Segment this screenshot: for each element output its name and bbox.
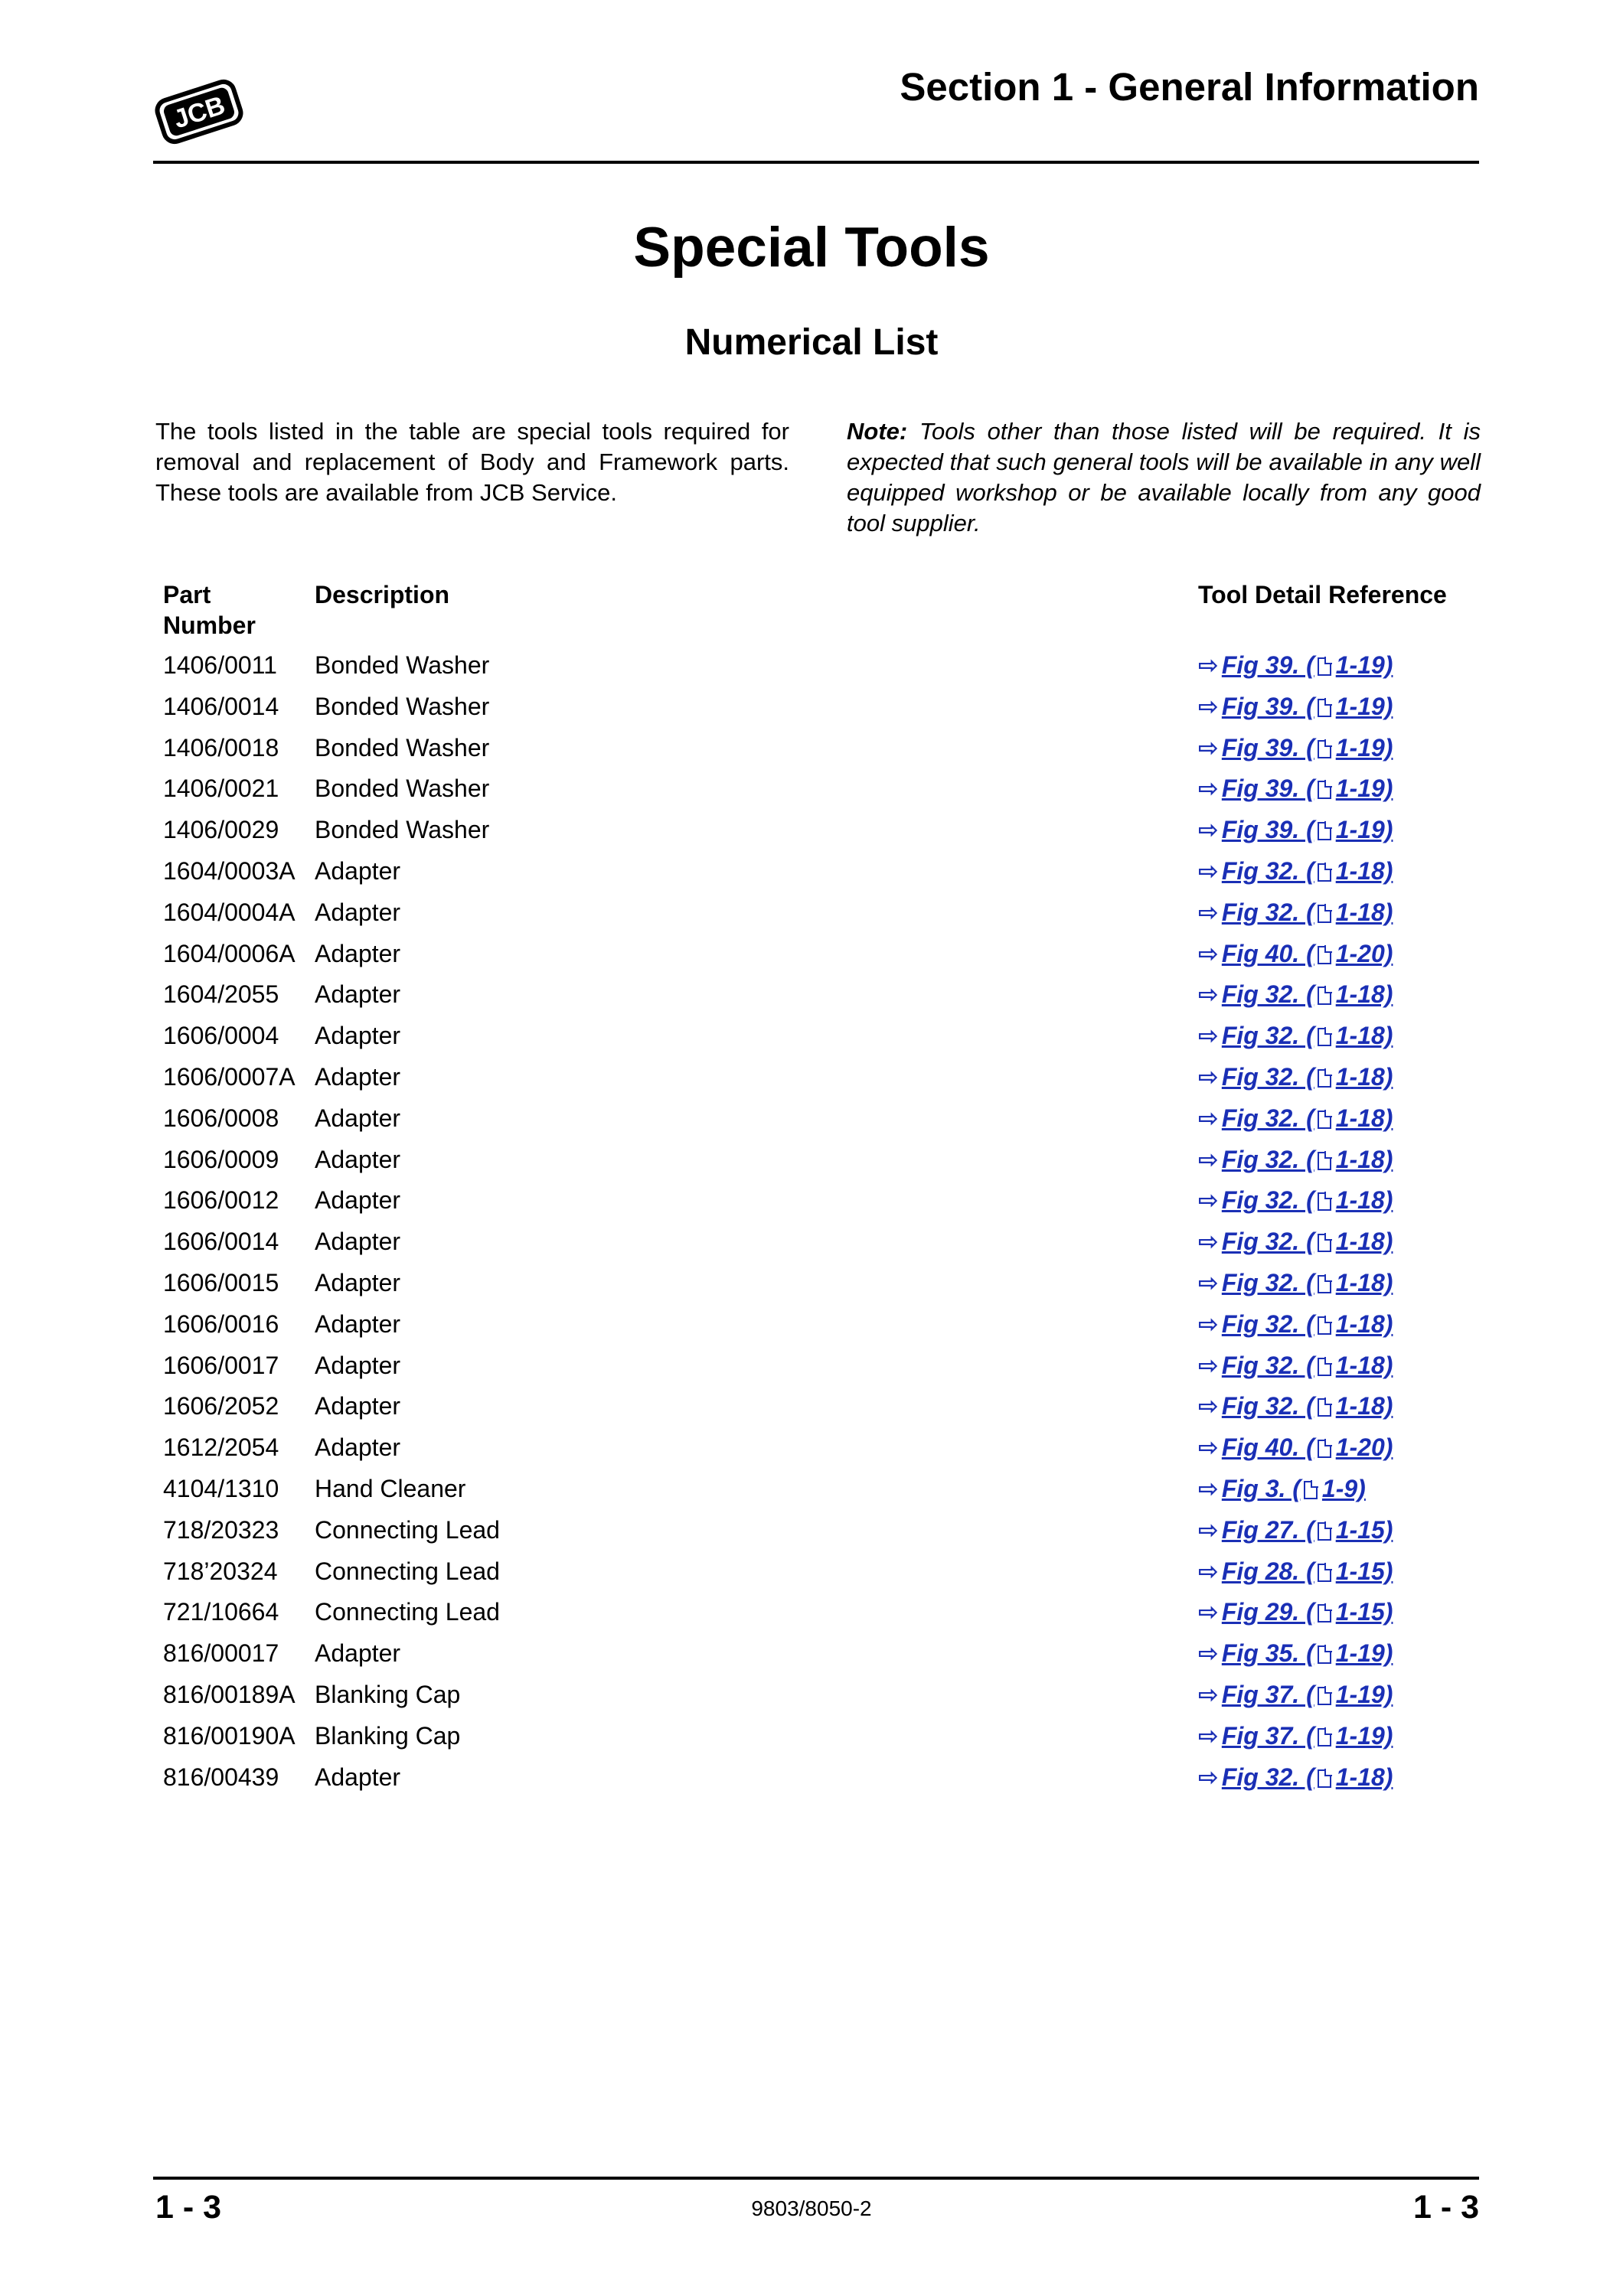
table-row xyxy=(163,1103,1480,1144)
arrow-right-icon: ⇨ xyxy=(1198,1145,1219,1173)
part-description: Adapter xyxy=(315,1351,401,1379)
part-description: Adapter xyxy=(315,898,401,926)
part-number: 1604/2055 xyxy=(163,980,279,1009)
table-row xyxy=(163,1350,1480,1391)
page-icon xyxy=(1318,657,1331,676)
page-ref: 1-19) xyxy=(1335,733,1393,762)
arrow-right-icon: ⇨ xyxy=(1198,1062,1219,1091)
tool-detail-reference-link[interactable] xyxy=(1198,1062,1393,1092)
arrow-right-icon: ⇨ xyxy=(1198,1104,1219,1132)
tool-detail-reference-link[interactable] xyxy=(1198,1762,1393,1792)
part-description: Bonded Washer xyxy=(315,816,490,844)
table-row xyxy=(163,1062,1480,1103)
part-description: Bonded Washer xyxy=(315,692,490,720)
page-ref: 1-19) xyxy=(1335,775,1393,803)
part-description: Adapter xyxy=(315,939,401,967)
page-icon xyxy=(1318,1440,1331,1458)
page-ref: 1-18) xyxy=(1335,1763,1393,1791)
table-row xyxy=(163,1309,1480,1350)
fig-ref: Fig 37. ( xyxy=(1221,1721,1314,1750)
part-number: 721/10664 xyxy=(163,1598,279,1626)
arrow-right-icon: ⇨ xyxy=(1198,1186,1219,1215)
tool-detail-reference-link[interactable] xyxy=(1198,1432,1393,1463)
arrow-right-icon: ⇨ xyxy=(1198,1557,1219,1585)
page-ref: 1-18) xyxy=(1335,1145,1393,1173)
page-ref: 1-15) xyxy=(1335,1557,1393,1585)
page-icon xyxy=(1318,905,1331,923)
page-ref: 1-15) xyxy=(1335,1515,1393,1544)
part-number: 1406/0011 xyxy=(163,651,277,679)
arrow-right-icon: ⇨ xyxy=(1198,856,1219,885)
arrow-right-icon: ⇨ xyxy=(1198,980,1219,1009)
table-row xyxy=(163,1185,1480,1226)
page-icon xyxy=(1318,1069,1331,1088)
fig-ref: Fig 32. ( xyxy=(1221,1145,1314,1173)
page-icon xyxy=(1318,1358,1331,1376)
table-row xyxy=(163,897,1480,938)
part-description: Adapter xyxy=(315,1145,401,1173)
page-ref: 1-18) xyxy=(1335,1228,1393,1256)
page-ref: 1-18) xyxy=(1335,1022,1393,1050)
fig-ref: Fig 32. ( xyxy=(1221,980,1314,1009)
tool-detail-reference-link[interactable] xyxy=(1198,1103,1393,1133)
part-description: Adapter xyxy=(315,1062,401,1091)
page-icon xyxy=(1318,1604,1331,1623)
page-ref: 1-18) xyxy=(1335,980,1393,1009)
tool-detail-reference-link[interactable] xyxy=(1198,650,1393,680)
page-icon xyxy=(1318,740,1331,758)
page-ref: 1-19) xyxy=(1335,1721,1393,1750)
part-description: Adapter xyxy=(315,1104,401,1132)
arrow-right-icon: ⇨ xyxy=(1198,1392,1219,1420)
arrow-right-icon: ⇨ xyxy=(1198,1763,1219,1791)
fig-ref: Fig 29. ( xyxy=(1221,1598,1314,1626)
page-ref: 1-19) xyxy=(1335,651,1393,679)
page-icon xyxy=(1318,1522,1331,1541)
arrow-right-icon: ⇨ xyxy=(1198,1433,1219,1462)
part-description: Adapter xyxy=(315,856,401,885)
table-row xyxy=(163,1679,1480,1720)
page-icon xyxy=(1318,1645,1331,1664)
page-ref: 1-9) xyxy=(1321,1474,1366,1502)
part-description: Adapter xyxy=(315,1268,401,1296)
part-description: Connecting Lead xyxy=(315,1557,500,1585)
part-number: 1604/0004A xyxy=(163,898,296,926)
note-paragraph xyxy=(847,416,1481,539)
tool-detail-reference-link[interactable] xyxy=(1198,1267,1393,1298)
part-number: 1606/0012 xyxy=(163,1186,279,1215)
tool-detail-reference-link[interactable] xyxy=(1198,1679,1393,1710)
page-ref: 1-19) xyxy=(1335,1639,1393,1668)
table-row xyxy=(163,650,1480,691)
arrow-right-icon: ⇨ xyxy=(1198,775,1219,803)
tool-detail-reference-link[interactable] xyxy=(1198,1638,1393,1668)
part-description: Blanking Cap xyxy=(315,1680,461,1708)
tool-detail-reference-link[interactable] xyxy=(1198,897,1393,928)
page-icon xyxy=(1304,1481,1318,1499)
note-label: Note: xyxy=(847,418,908,445)
table-row xyxy=(163,1391,1480,1432)
part-number: 1606/0009 xyxy=(163,1145,279,1173)
arrow-right-icon: ⇨ xyxy=(1198,1680,1219,1708)
table-row xyxy=(163,1473,1480,1515)
part-number: 1604/0003A xyxy=(163,856,296,885)
arrow-right-icon: ⇨ xyxy=(1198,816,1219,844)
part-description: Adapter xyxy=(315,1309,401,1338)
page-icon xyxy=(1318,1398,1331,1417)
part-number: 1606/0014 xyxy=(163,1228,279,1256)
arrow-right-icon: ⇨ xyxy=(1198,1639,1219,1668)
page-icon xyxy=(1318,946,1331,964)
document-code: 9803/8050-2 xyxy=(751,2197,872,2220)
tool-detail-reference-link[interactable] xyxy=(1198,732,1393,763)
header-part-number xyxy=(163,579,309,641)
part-number: 1606/0008 xyxy=(163,1104,279,1132)
page-icon xyxy=(1318,1316,1331,1335)
page-icon xyxy=(1318,1152,1331,1170)
fig-ref: Fig 32. ( xyxy=(1221,1186,1314,1215)
part-number: 1606/2052 xyxy=(163,1392,279,1420)
tool-detail-reference-link[interactable] xyxy=(1198,979,1393,1009)
fig-ref: Fig 32. ( xyxy=(1221,898,1314,926)
table-row xyxy=(163,856,1480,897)
tool-detail-reference-link[interactable] xyxy=(1198,1720,1393,1751)
fig-ref: Fig 40. ( xyxy=(1221,1433,1314,1462)
page-icon xyxy=(1318,1564,1331,1582)
part-number: 1406/0014 xyxy=(163,692,279,720)
table-row xyxy=(163,1432,1480,1473)
tool-detail-reference-link[interactable] xyxy=(1198,856,1393,886)
part-number: 718/20323 xyxy=(163,1515,279,1544)
part-number: 816/00189A xyxy=(163,1680,296,1708)
table-header xyxy=(163,579,1480,650)
page-ref: 1-18) xyxy=(1335,1104,1393,1132)
page-title: Special Tools xyxy=(633,217,990,279)
header-part-line1: Part xyxy=(163,581,211,608)
table-row xyxy=(163,938,1480,980)
header-reference: Tool Detail Reference xyxy=(1198,581,1447,608)
arrow-right-icon: ⇨ xyxy=(1198,1515,1219,1544)
tool-detail-reference-link[interactable] xyxy=(1198,1473,1366,1504)
part-description: Hand Cleaner xyxy=(315,1474,466,1502)
part-number: 718’20324 xyxy=(163,1557,278,1585)
part-description: Bonded Washer xyxy=(315,775,490,803)
part-number: 1606/0004 xyxy=(163,1022,279,1050)
tool-detail-reference-link[interactable] xyxy=(1198,938,1393,969)
part-description: Adapter xyxy=(315,980,401,1009)
fig-ref: Fig 27. ( xyxy=(1221,1515,1314,1544)
arrow-right-icon: ⇨ xyxy=(1198,692,1219,720)
table-row xyxy=(163,1226,1480,1267)
part-description: Bonded Washer xyxy=(315,733,490,762)
table-row xyxy=(163,1720,1480,1762)
header-part-line2: Number xyxy=(163,612,256,639)
tool-detail-reference-link[interactable] xyxy=(1198,1309,1393,1339)
fig-ref: Fig 32. ( xyxy=(1221,1309,1314,1338)
arrow-right-icon: ⇨ xyxy=(1198,939,1219,967)
page-icon xyxy=(1318,1275,1331,1293)
page-number-left: 1 - 3 xyxy=(155,2189,222,2226)
tool-detail-reference-link[interactable] xyxy=(1198,1185,1393,1215)
table-row xyxy=(163,1638,1480,1679)
arrow-right-icon: ⇨ xyxy=(1198,1228,1219,1256)
page-icon xyxy=(1318,1192,1331,1211)
page-icon xyxy=(1318,1728,1331,1746)
part-number: 816/00439 xyxy=(163,1763,279,1791)
fig-ref: Fig 32. ( xyxy=(1221,1392,1314,1420)
page-icon xyxy=(1318,863,1331,882)
page-ref: 1-19) xyxy=(1335,692,1393,720)
page-icon xyxy=(1318,699,1331,717)
page-icon xyxy=(1318,987,1331,1005)
page-ref: 1-18) xyxy=(1335,1268,1393,1296)
fig-ref: Fig 40. ( xyxy=(1221,939,1314,967)
part-number: 1406/0029 xyxy=(163,816,279,844)
part-number: 1604/0006A xyxy=(163,939,296,967)
part-description: Adapter xyxy=(315,1022,401,1050)
tool-detail-reference-link[interactable] xyxy=(1198,1144,1393,1175)
jcb-logo xyxy=(153,73,245,150)
part-description: Adapter xyxy=(315,1186,401,1215)
header-rule xyxy=(153,161,1479,164)
part-description: Adapter xyxy=(315,1763,401,1791)
arrow-right-icon: ⇨ xyxy=(1198,1268,1219,1296)
part-number: 816/00190A xyxy=(163,1721,296,1750)
table-row xyxy=(163,691,1480,732)
sub-title: Numerical List xyxy=(684,322,939,363)
page-ref: 1-20) xyxy=(1335,939,1393,967)
part-description: Adapter xyxy=(315,1228,401,1256)
page-ref: 1-18) xyxy=(1335,898,1393,926)
table-row xyxy=(163,1020,1480,1062)
arrow-right-icon: ⇨ xyxy=(1198,898,1219,926)
arrow-right-icon: ⇨ xyxy=(1198,1598,1219,1626)
arrow-right-icon: ⇨ xyxy=(1198,1309,1219,1338)
table-row xyxy=(163,1762,1480,1803)
header-description: Description xyxy=(315,581,450,608)
page-ref: 1-18) xyxy=(1335,1186,1393,1215)
tool-detail-reference-link[interactable] xyxy=(1198,1350,1393,1381)
fig-ref: Fig 39. ( xyxy=(1221,816,1314,844)
fig-ref: Fig 32. ( xyxy=(1221,1228,1314,1256)
part-description: Adapter xyxy=(315,1433,401,1462)
tool-detail-reference-link[interactable] xyxy=(1198,691,1393,722)
fig-ref: Fig 39. ( xyxy=(1221,733,1314,762)
part-number: 1606/0017 xyxy=(163,1351,279,1379)
table-row xyxy=(163,814,1480,856)
tool-detail-reference-link[interactable] xyxy=(1198,1226,1393,1257)
fig-ref: Fig 37. ( xyxy=(1221,1680,1314,1708)
fig-ref: Fig 32. ( xyxy=(1221,1022,1314,1050)
part-number: 1406/0018 xyxy=(163,733,279,762)
fig-ref: Fig 28. ( xyxy=(1221,1557,1314,1585)
fig-ref: Fig 3. ( xyxy=(1221,1474,1301,1502)
arrow-right-icon: ⇨ xyxy=(1198,1721,1219,1750)
intro-text: The tools listed in the table are special tools required for removal and replacement of Body and Framework parts. These tools are available from JCB Service. xyxy=(155,418,789,506)
arrow-right-icon: ⇨ xyxy=(1198,1474,1219,1502)
page-ref: 1-18) xyxy=(1335,856,1393,885)
part-number: 1406/0021 xyxy=(163,775,279,803)
page-number-right: 1 - 3 xyxy=(1412,2189,1479,2226)
page-ref: 1-19) xyxy=(1335,1680,1393,1708)
table-row xyxy=(163,1556,1480,1597)
tool-detail-reference-link[interactable] xyxy=(1198,814,1393,845)
part-number: 4104/1310 xyxy=(163,1474,279,1502)
fig-ref: Fig 39. ( xyxy=(1221,692,1314,720)
arrow-right-icon: ⇨ xyxy=(1198,1351,1219,1379)
page-ref: 1-19) xyxy=(1335,816,1393,844)
page-ref: 1-18) xyxy=(1335,1392,1393,1420)
page-icon xyxy=(1318,1028,1331,1046)
table-row xyxy=(163,1515,1480,1556)
page-ref: 1-15) xyxy=(1335,1598,1393,1626)
fig-ref: Fig 32. ( xyxy=(1221,856,1314,885)
tool-detail-reference-link[interactable] xyxy=(1198,1596,1393,1627)
part-number: 1612/2054 xyxy=(163,1433,279,1462)
part-description: Bonded Washer xyxy=(315,651,490,679)
part-number: 1606/0015 xyxy=(163,1268,279,1296)
fig-ref: Fig 32. ( xyxy=(1221,1104,1314,1132)
page-icon xyxy=(1318,822,1331,840)
page-ref: 1-20) xyxy=(1335,1433,1393,1462)
table-row xyxy=(163,1144,1480,1186)
note-text: Tools other than those listed will be required. It is expected that such general tools will be available in any well equipped workshop or be available locally from any good tool supplier. xyxy=(847,418,1481,536)
fig-ref: Fig 32. ( xyxy=(1221,1268,1314,1296)
page-icon xyxy=(1318,1769,1331,1788)
tool-detail-reference-link[interactable] xyxy=(1198,1391,1393,1421)
page-icon xyxy=(1318,781,1331,799)
page-icon xyxy=(1318,1110,1331,1129)
arrow-right-icon: ⇨ xyxy=(1198,651,1219,679)
page-ref: 1-18) xyxy=(1335,1309,1393,1338)
fig-ref: Fig 39. ( xyxy=(1221,651,1314,679)
page-ref: 1-18) xyxy=(1335,1062,1393,1091)
arrow-right-icon: ⇨ xyxy=(1198,1022,1219,1050)
fig-ref: Fig 32. ( xyxy=(1221,1763,1314,1791)
fig-ref: Fig 39. ( xyxy=(1221,775,1314,803)
tool-detail-reference-link[interactable] xyxy=(1198,1556,1393,1587)
tool-detail-reference-link[interactable] xyxy=(1198,1020,1393,1051)
fig-ref: Fig 35. ( xyxy=(1221,1639,1314,1668)
table-row xyxy=(163,979,1480,1020)
part-number: 1606/0007A xyxy=(163,1062,296,1091)
table-row xyxy=(163,773,1480,814)
table-body xyxy=(163,650,1480,1802)
page-ref: 1-18) xyxy=(1335,1351,1393,1379)
footer-rule xyxy=(153,2177,1479,2180)
part-description: Connecting Lead xyxy=(315,1598,500,1626)
table-row xyxy=(163,732,1480,774)
part-number: 1606/0016 xyxy=(163,1309,279,1338)
part-description: Connecting Lead xyxy=(315,1515,500,1544)
tool-detail-reference-link[interactable] xyxy=(1198,1515,1393,1545)
part-description: Blanking Cap xyxy=(315,1721,461,1750)
part-description: Adapter xyxy=(315,1639,401,1668)
special-tools-table xyxy=(163,579,1480,1802)
arrow-right-icon: ⇨ xyxy=(1198,733,1219,762)
fig-ref: Fig 32. ( xyxy=(1221,1062,1314,1091)
part-number: 816/00017 xyxy=(163,1639,279,1668)
page-icon xyxy=(1318,1234,1331,1252)
table-row xyxy=(163,1267,1480,1309)
table-row xyxy=(163,1596,1480,1638)
fig-ref: Fig 32. ( xyxy=(1221,1351,1314,1379)
svg-text:JCB: JCB xyxy=(170,90,229,135)
part-description: Adapter xyxy=(315,1392,401,1420)
section-title: Section 1 - General Information xyxy=(900,65,1479,109)
page-icon xyxy=(1318,1687,1331,1705)
tool-detail-reference-link[interactable] xyxy=(1198,773,1393,804)
